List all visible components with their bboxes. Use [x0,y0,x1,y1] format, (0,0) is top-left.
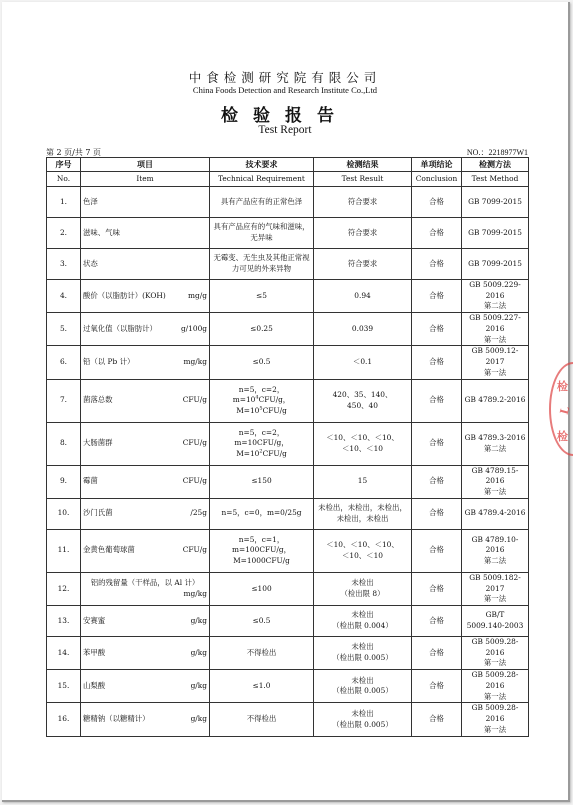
table-row: 2. 滋味、气味 具有产品应有的气味和滋味，无异味 符合要求 合格 GB 7099-2015 [47,218,529,249]
table-row: 7. 菌落总数 CFU/g n=5，c=2， $m=10^4CFU/g$， $M=10^5CFU/g$ 420、35、140、 450、40 合格 GB 4789.2-2016 [47,379,529,422]
col-req-en: Technical Requirement [210,172,314,187]
table-row: 6. 铅（以 Pb 计） mg/kg ≤0.5 ＜0.1 合格 GB 5009.12-2017 第一法 [47,346,529,379]
col-item-en: Item [81,172,210,187]
col-result-cn: 检测结果 [314,158,412,172]
col-conclusion-en: Conclusion [412,172,462,187]
table-row: 12. 铝的残留量（干样品，以 Al 计） mg/kg ≤100 未检出 （检出限 8） 合格 GB 5009.182-2017 第一法 [47,572,529,605]
table-row: 13. 安赛蜜 g/kg ≤0.5 未检出 （检出限 0.004） 合格 GB/T 5009.140-2003 [47,606,529,637]
col-req-cn: 技术要求 [210,158,314,172]
table-row: 14. 苯甲酸 g/kg 不得检出 未检出 （检出限 0.005） 合格 GB 5009.28-2016 第一法 [47,637,529,670]
col-method-cn: 检测方法 [462,158,529,172]
institute-name-en: China Foods Detection and Research Institute Co.,Ltd [192,85,378,95]
institute-name-cn: 中食检测研究院有限公司 [188,70,382,85]
table-row: 15. 山梨酸 g/kg ≤1.0 未检出 （检出限 0.005） 合格 GB 5009.28-2016 第一法 [47,670,529,703]
table-row: 3. 状态 无霉变、无生虫及其他正常视力可见的外来异物 符合要求 合格 GB 7099-2015 [47,249,529,280]
inspection-stamp-seal: 检 L 检 [549,362,573,456]
col-no-cn: 序号 [47,158,81,172]
table-row: 16. 糖精钠（以糖精计） g/kg 不得检出 未检出 （检出限 0.005） 合格 GB 5009.28-2016 第一法 [47,703,529,736]
col-item-cn: 项目 [81,158,210,172]
table-row: 10. 沙门氏菌 /25g n=5，c=0，m=0/25g 未检出，未检出，未检出，未检出，未检出 合格 GB 4789.4-2016 [47,498,529,529]
table-row: 8. 大肠菌群 CFU/g n=5，c=2， m=10CFU/g， $M=10^2CFU/g$ ＜10、＜10、＜10、 ＜10、＜10 合格 GB 4789.3-2016 第二法 [47,422,529,465]
report-title-cn: 检验报告 [221,106,349,126]
table-row: 5. 过氧化值（以脂肪计） g/100g ≤0.25 0.039 合格 GB 5009.227-2016 第一法 [47,313,529,346]
table-row: 4. 酸价（以脂肪计）(KOH) mg/g ≤5 0.94 合格 GB 5009.229-2016 第二法 [47,280,529,313]
page-number: 第 2 页/共 7 页 [46,148,102,157]
table-row: 11. 金黄色葡萄球菌 CFU/g n=5，c=1， m=100CFU/g， M=1000CFU/g ＜10、＜10、＜10、 ＜10、＜10 合格 GB 4789.10-2016 第二法 [47,529,529,572]
col-result-en: Test Result [314,172,412,187]
report-title-en: Test Report [258,124,312,136]
table-row: 9. 霉菌 CFU/g ≤150 15 合格 GB 4789.15-2016 第一法 [47,465,529,498]
table-row: 1. 色泽 具有产品应有的正常色泽 符合要求 合格 GB 7099-2015 [47,187,529,218]
test-results-table [46,157,529,737]
report-number: NO.：2218977W1 [466,148,528,157]
report-page [2,2,570,802]
col-conclusion-cn: 单项结论 [412,158,462,172]
col-method-en: Test Method [462,172,529,187]
col-no-en: No. [47,172,81,187]
